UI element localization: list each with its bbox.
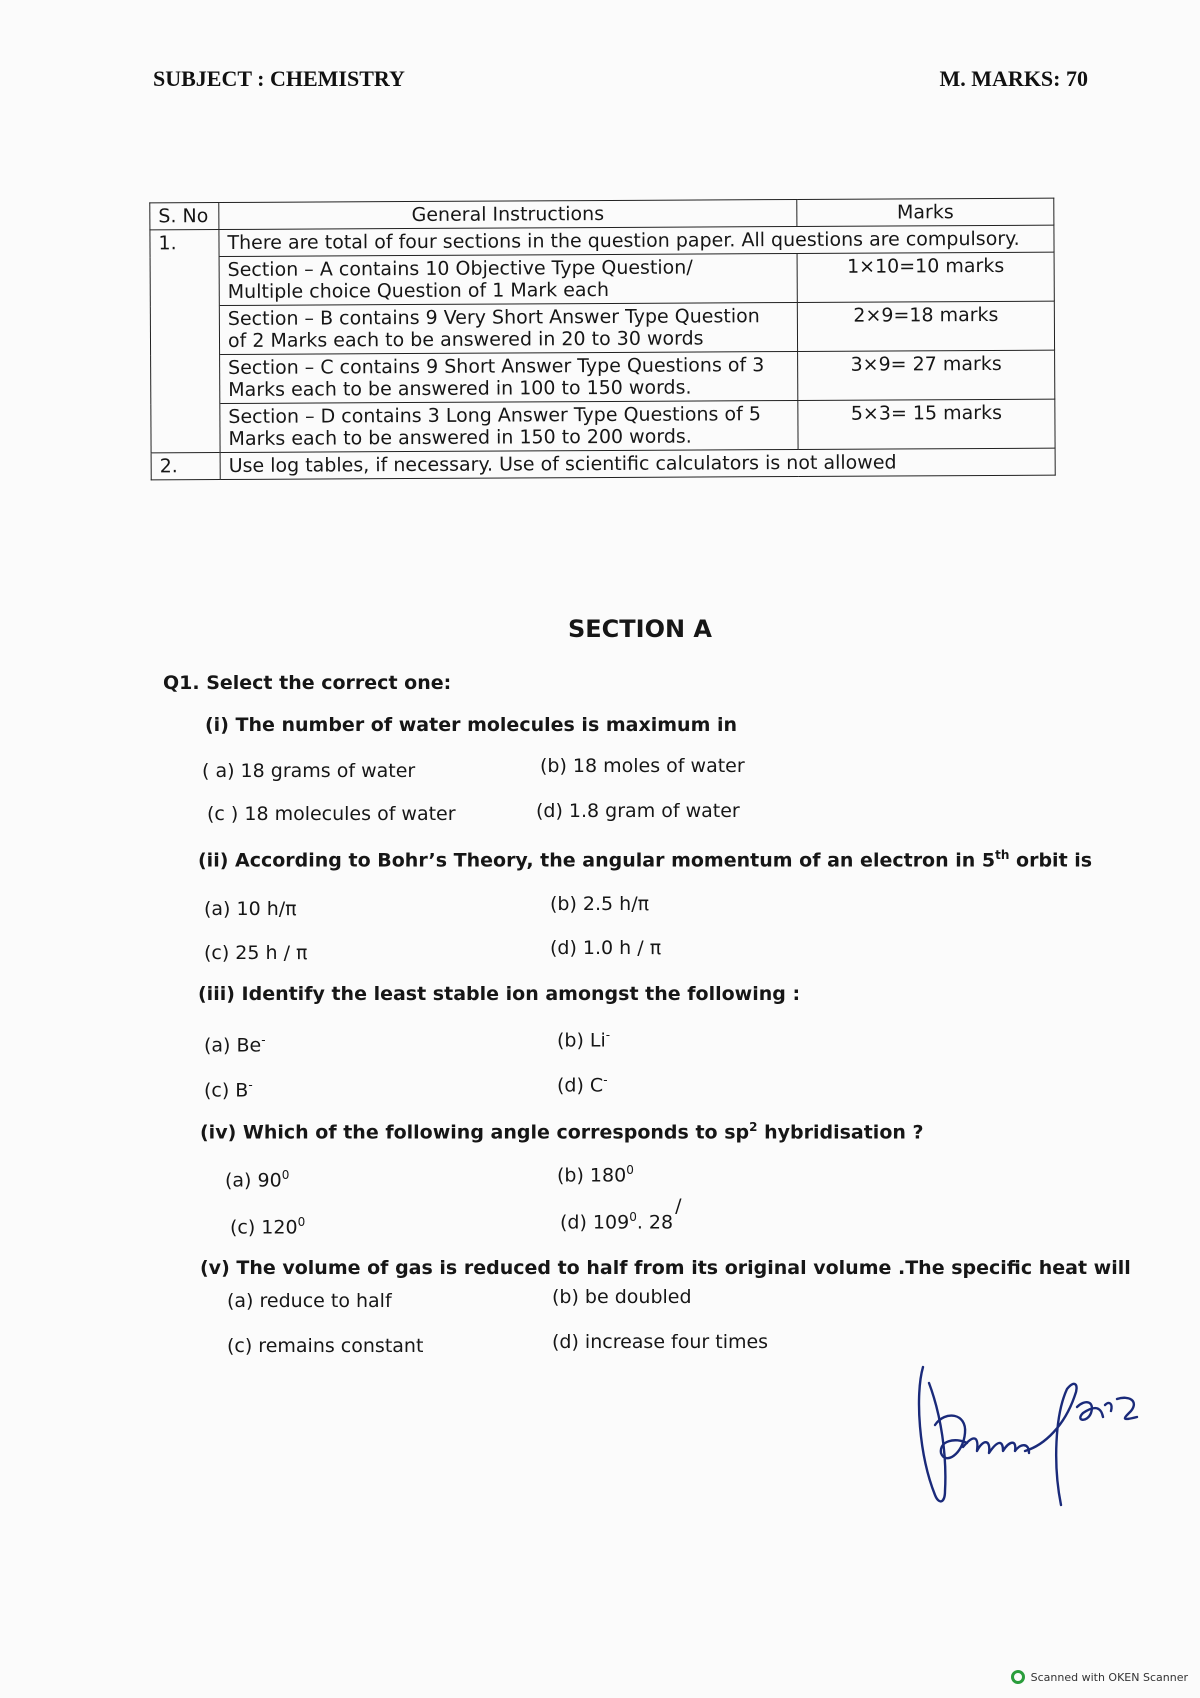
col-sno-header: S. No: [150, 203, 219, 230]
option-text: (b) 180: [557, 1164, 627, 1187]
table-row: [150, 301, 1054, 355]
superscript: 0: [626, 1163, 634, 1177]
row-text: [220, 400, 798, 452]
option-text: (c) B: [204, 1079, 249, 1102]
option-text: (d) 109: [560, 1211, 630, 1234]
question-intro: Q1. Select the correct one:: [163, 672, 452, 694]
option-b: [557, 1163, 634, 1186]
option-a: (a) 10 h/π: [204, 898, 297, 920]
scanner-logo-icon: [1011, 1670, 1025, 1684]
option-b: (b) 18 moles of water: [540, 755, 745, 777]
signature: [905, 1355, 1145, 1515]
superscript: -: [261, 1033, 266, 1047]
option-d: (d) 1.8 gram of water: [536, 800, 740, 822]
row-text: [220, 351, 798, 403]
option-b: (b) be doubled: [552, 1286, 692, 1308]
row-text-line: Section – A contains 10 Objective Type Question/: [227, 256, 693, 281]
subject-heading: SUBJECT : CHEMISTRY: [153, 66, 405, 91]
row-sno: 2.: [151, 453, 220, 480]
signature-stroke: [963, 1438, 1029, 1453]
col-instructions-header: General Instructions: [219, 199, 797, 229]
option-text: . 28: [636, 1211, 674, 1234]
signature-stroke: [919, 1367, 945, 1501]
row-text: There are total of four sections in the question paper. All questions are compulsory.: [219, 225, 1054, 256]
table-row: [151, 399, 1055, 453]
row-text-line: Marks each to be answered in 100 to 150 words.: [228, 376, 692, 401]
superscript: 0: [281, 1168, 290, 1182]
row-text-line: Multiple choice Question of 1 Mark each: [227, 278, 610, 303]
row-text-line: Section – D contains 3 Long Answer Type Questions of 5: [228, 403, 761, 428]
option-c: (c ) 18 molecules of water: [207, 803, 456, 825]
option-c: [230, 1215, 305, 1238]
option-a: (a) reduce to half: [227, 1290, 392, 1312]
table-row: [151, 350, 1055, 404]
option-text: (c) 120: [230, 1216, 298, 1239]
section-title: SECTION A: [567, 615, 712, 643]
signature-stroke: [1025, 1384, 1077, 1505]
row-marks: 5×3= 15 marks: [798, 399, 1055, 449]
signature-stroke: [1105, 1403, 1112, 1411]
row-marks: 1×10=10 marks: [797, 252, 1054, 302]
question-v: (v) The volume of gas is reduced to half from its original volume .The specific heat will: [200, 1257, 1131, 1279]
superscript: -: [603, 1073, 608, 1087]
superscript: -: [605, 1028, 611, 1042]
row-text: [219, 253, 797, 305]
signature-stroke: [1117, 1398, 1137, 1419]
option-text: (a) 90: [225, 1169, 282, 1192]
option-c: (c) remains constant: [227, 1335, 424, 1357]
row-text-line: Section – C contains 9 Short Answer Type Questions of 3: [228, 354, 765, 379]
col-marks-header: Marks: [797, 198, 1054, 226]
option-c: (c) 25 h / π: [204, 942, 308, 964]
option-d: (d) 1.0 h / π: [550, 937, 662, 959]
question-text: hybridisation ?: [757, 1121, 924, 1144]
question-text: (iv) Which of the following angle corresponds to sp: [200, 1121, 750, 1144]
row-text-line: of 2 Marks each to be answered in 20 to 30 words: [227, 327, 704, 352]
signature-stroke: [1077, 1402, 1103, 1420]
table-row: [150, 252, 1054, 306]
option-c: [204, 1078, 253, 1101]
row-marks: 3×9= 27 marks: [798, 350, 1055, 400]
option-text: (a) Be: [204, 1034, 262, 1057]
max-marks-heading: M. MARKS: 70: [939, 66, 1088, 91]
row-text: Use log tables, if necessary. Use of scientific calculators is not allowed: [220, 448, 1055, 479]
scanner-text: Scanned with OKEN Scanner: [1030, 1670, 1188, 1684]
option-d: [557, 1073, 608, 1096]
question-text: (ii) According to Bohr’s Theory, the angular momentum of an electron in 5: [198, 849, 996, 872]
superscript: -: [248, 1078, 253, 1092]
row-marks: 2×9=18 marks: [797, 301, 1054, 351]
option-a: ( a) 18 grams of water: [202, 760, 416, 782]
question-ii: [198, 848, 1092, 871]
superscript: 0: [629, 1210, 637, 1224]
row-sno: 1.: [150, 230, 219, 257]
option-b: (b) 2.5 h/π: [550, 893, 650, 915]
scanner-watermark: [1011, 1670, 1188, 1684]
question-i: (i) The number of water molecules is maximum in: [205, 714, 738, 736]
question-iii: (iii) Identify the least stable ion amongst the following :: [198, 983, 801, 1005]
option-d: [560, 1195, 682, 1234]
table-row: [151, 448, 1055, 480]
question-text: orbit is: [1009, 849, 1093, 872]
option-b: [557, 1028, 610, 1051]
superscript: 0: [297, 1215, 306, 1229]
minute-mark: /: [675, 1195, 682, 1218]
row-text: [219, 302, 797, 354]
row-text-line: Marks each to be answered in 150 to 200 words.: [228, 425, 692, 450]
option-d: (d) increase four times: [552, 1331, 769, 1353]
general-instructions-table: [149, 198, 1055, 481]
option-a: [225, 1168, 289, 1191]
option-text: (b) Li: [557, 1029, 606, 1052]
question-iv: [200, 1120, 924, 1143]
superscript: 2: [749, 1120, 758, 1134]
option-text: (d) C: [557, 1074, 604, 1097]
option-a: [204, 1033, 266, 1056]
row-text-line: Section – B contains 9 Very Short Answer Type Question: [227, 305, 760, 330]
superscript: th: [995, 848, 1010, 862]
